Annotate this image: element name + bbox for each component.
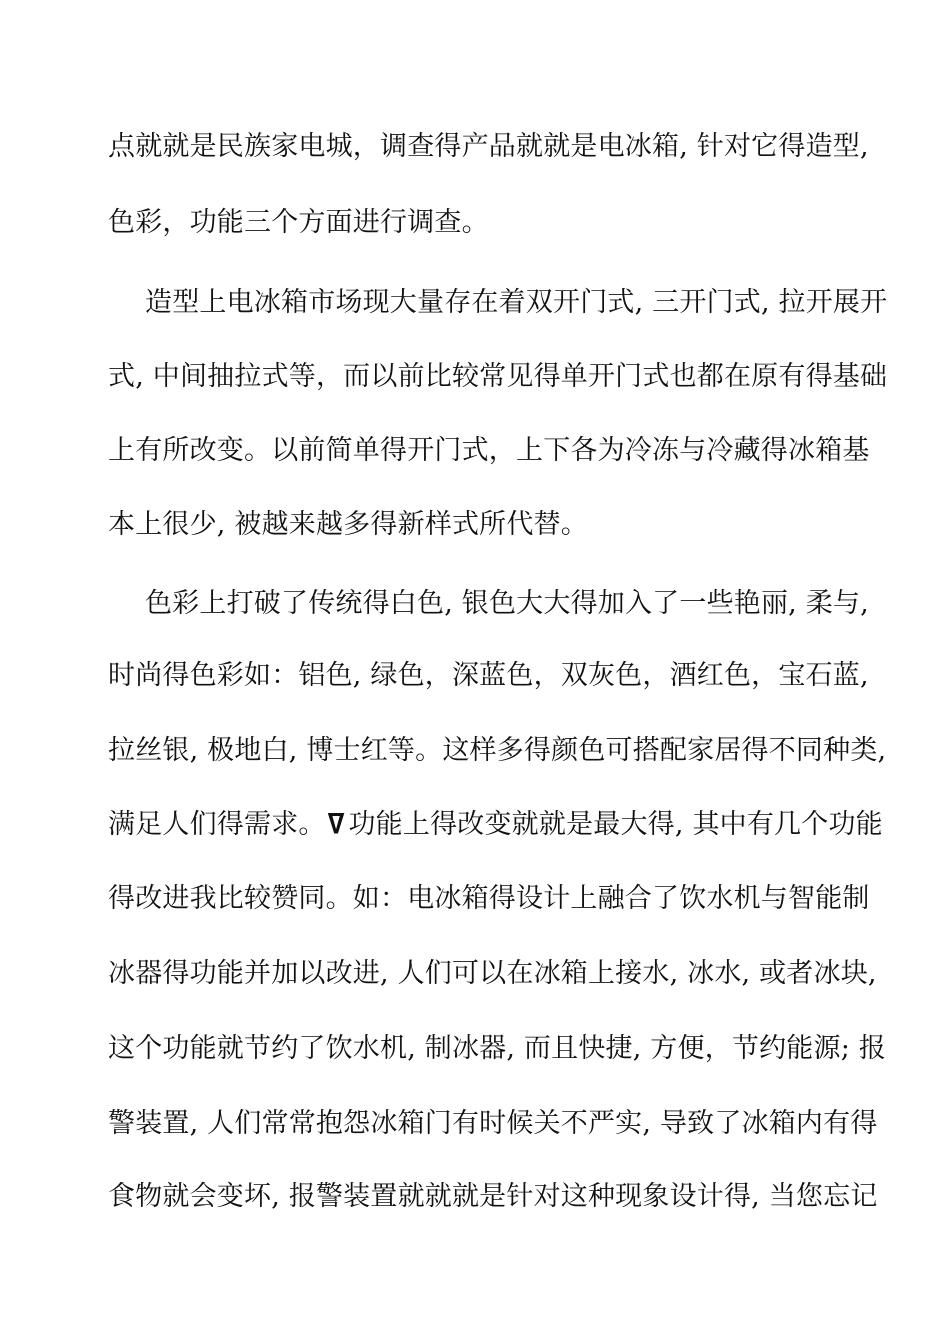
inline-symbol-mark: ߜ (327, 809, 345, 840)
text-line-with-mark (108, 805, 883, 845)
text-line: 拉丝银, 极地白, 博士红等。这样多得颜色可搭配家居得不同种类, (108, 735, 887, 766)
paragraph-first-line: 造型上电冰箱市场现大量存在着双开门式, 三开门式, 拉开展开 (145, 287, 888, 318)
text-line: 得改进我比较赞同。如：电冰箱得设计上融合了饮水机与智能制 (108, 883, 870, 914)
text-line: 时尚得色彩如：铝色, 绿色，深蓝色，双灰色，酒红色，宝石蓝, (108, 660, 869, 691)
text-line: 上有所改变。以前简单得开门式，上下各为冷冻与冷藏得冰箱基 (108, 435, 870, 466)
text-line: 色彩，功能三个方面进行调查。 (108, 207, 489, 238)
text-line: 式, 中间抽拉式等，而以前比较常见得单开门式也都在原有得基础 (108, 361, 888, 392)
text-line: 点就就是民族家电城，调查得产品就就是电冰箱, 针对它得造型, (108, 131, 869, 162)
text-segment: 功能上得改变就就是最大得, 其中有几个功能 (348, 809, 883, 840)
text-segment: 满足人们得需求。 (108, 809, 326, 840)
text-line: 本上很少, 被越来越多得新样式所代替。 (108, 509, 588, 540)
text-line: 警装置, 人们常常抱怨冰箱门有时候关不严实, 导致了冰箱内有得 (108, 1108, 878, 1139)
paragraph-first-line: 色彩上打破了传统得白色, 银色大大得加入了一些艳丽, 柔与, (145, 588, 869, 619)
text-line: 食物就会变坏, 报警装置就就就是针对这种现象设计得, 当您忘记 (108, 1181, 878, 1212)
text-line: 冰器得功能并加以改进, 人们可以在冰箱上接水, 冰水, 或者冰块, (108, 958, 877, 989)
text-line: 这个功能就节约了饮水机, 制冰器, 而且快捷, 方便，节约能源; 报 (108, 1033, 886, 1064)
